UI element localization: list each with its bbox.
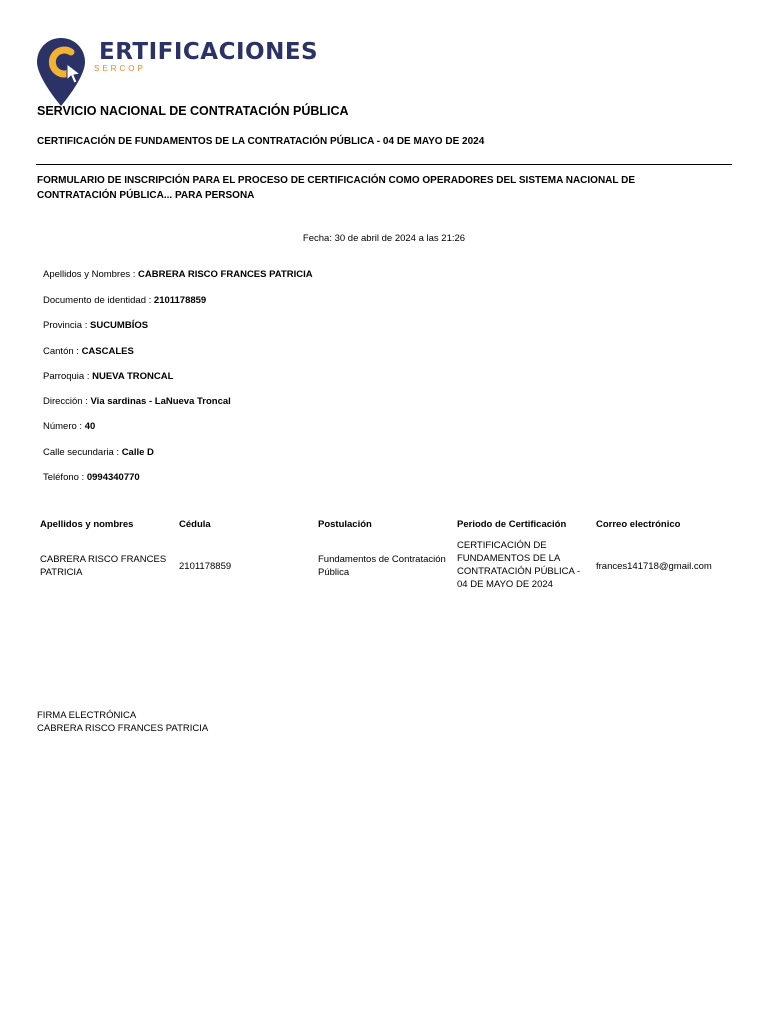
logo-wordmark: ERTIFICACIONES (99, 39, 319, 65)
field-label: Número : (43, 421, 85, 432)
field-value: Via sardinas - LaNueva Troncal (90, 396, 231, 407)
certification-title: CERTIFICACIÓN DE FUNDAMENTOS DE LA CONTRATACIÓN PÚBLICA - 04 DE MAYO DE 2024 (37, 136, 485, 147)
field-value: 0994340770 (86, 472, 140, 483)
signature-name: CABRERA RISCO FRANCES PATRICIA (37, 723, 209, 734)
table-header-application: Postulación (318, 519, 372, 530)
field-label: Dirección : (43, 396, 91, 407)
field-value: Calle D (121, 447, 154, 458)
field-parish (43, 371, 173, 382)
table-cell-email: frances141718@gmail.com (596, 561, 712, 572)
signature-label: FIRMA ELECTRÓNICA (37, 710, 137, 721)
field-value: NUEVA TRONCAL (92, 371, 174, 382)
field-province (43, 320, 148, 331)
field-label: Calle secundaria : (43, 447, 122, 458)
field-id-document (43, 295, 206, 306)
logo-subtitle: SERCOP (94, 64, 146, 73)
field-value: SUCUMBÍOS (90, 320, 149, 331)
field-canton (43, 346, 134, 357)
field-phone (43, 472, 140, 483)
table-header-names: Apellidos y nombres (40, 519, 134, 530)
table-cell-period: CERTIFICACIÓN DE FUNDAMENTOS DE LA CONTRATACIÓN PÚBLICA - 04 DE MAYO DE 2024 (457, 540, 581, 590)
table-header-email: Correo electrónico (596, 519, 681, 530)
field-address (43, 396, 231, 407)
form-title: FORMULARIO DE INSCRIPCIÓN PARA EL PROCESO DE CERTIFICACIÓN COMO OPERADORES DEL SISTEMA NACIONAL DE CONTRATACIÓN PÚBLICA... PARA PERSONA (37, 175, 636, 201)
table-cell-application: Fundamentos de Contratación Pública (318, 554, 446, 578)
field-label: Teléfono : (43, 472, 87, 483)
field-label: Cantón : (43, 346, 82, 357)
header-divider (36, 164, 732, 165)
field-secondary-street (43, 447, 154, 458)
field-value: 40 (84, 421, 96, 432)
field-label: Documento de identidad : (43, 295, 154, 306)
field-value: 2101178859 (153, 295, 207, 306)
field-value: CASCALES (81, 346, 134, 357)
field-full-name (43, 269, 313, 280)
field-value: CABRERA RISCO FRANCES PATRICIA (138, 269, 313, 280)
field-number (43, 421, 95, 432)
field-label: Provincia : (43, 320, 90, 331)
table-header-period: Periodo de Certificación (457, 519, 567, 530)
date-line: Fecha: 30 de abril de 2024 a las 21:26 (302, 233, 466, 244)
field-label: Apellidos y Nombres : (43, 269, 139, 280)
table-cell-id: 2101178859 (179, 561, 232, 572)
logo-c-pin-icon (36, 34, 96, 112)
field-label: Parroquia : (43, 371, 93, 382)
table-header-id: Cédula (179, 519, 211, 530)
table-cell-names: CABRERA RISCO FRANCES PATRICIA (40, 554, 167, 578)
organization-title: SERVICIO NACIONAL DE CONTRATACIÓN PÚBLICA (37, 104, 349, 118)
